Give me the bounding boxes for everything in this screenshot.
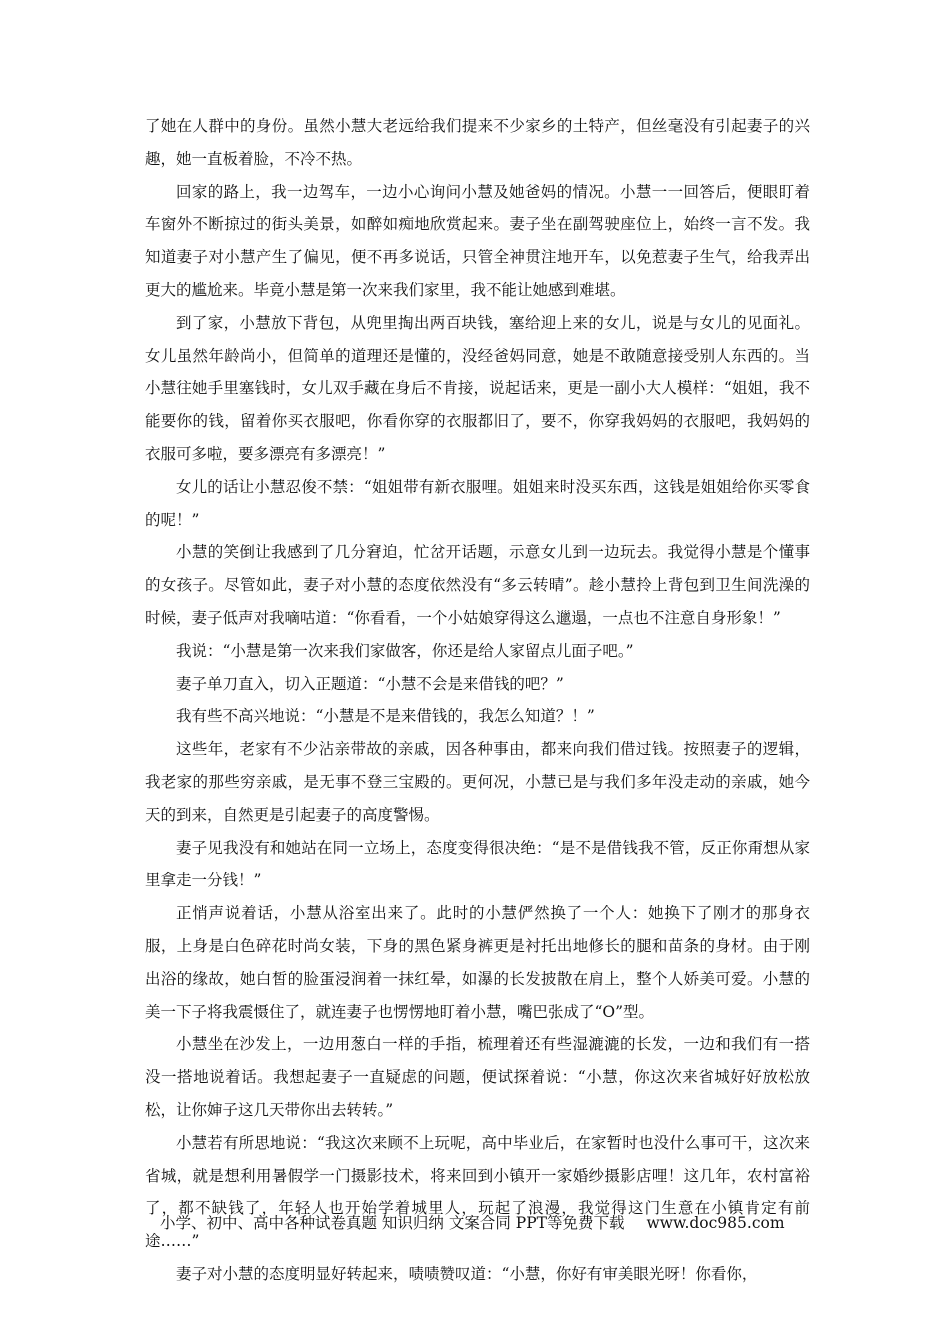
- paragraph: 了她在人群中的身份。虽然小慧大老远给我们提来不少家乡的土特产，但丝毫没有引起妻子的兴趣，她一直板着脸，不冷不热。: [145, 117, 810, 168]
- page-footer: [160, 1211, 820, 1235]
- paragraph: 正悄声说着话，小慧从浴室出来了。此时的小慧俨然换了一个人：她换下了刚才的那身衣服，上身是白色碎花时尚女装，下身的黑色紧身裤更是衬托出地修长的腿和苗条的身材。由于刚出浴的缘故，她白皙的脸蛋浸润着一抹红晕，如瀑的长发披散在肩上，整个人娇美可爱。小慧的美一下子将我震慑住了，就连妻子也愣愣地盯着小慧，嘴巴张成了“O”型。: [145, 904, 810, 1021]
- footer-text: 小学、初中、高中各种试卷真题 知识归纳 文案合同 PPT等免费下载: [160, 1214, 625, 1232]
- paragraph: 小慧的笑倒让我感到了几分窘迫，忙岔开话题，示意女儿到一边玩去。我觉得小慧是个懂事的女孩子。尽管如此，妻子对小慧的态度依然没有“多云转晴”。趁小慧拎上背包到卫生间洗澡的时候，妻子低声对我嘀咕道：“你看看，一个小姑娘穿得这么邋遢，一点也不注意自身形象！”: [145, 543, 810, 627]
- paragraph: 妻子单刀直入，切入正题道：“小慧不会是来借钱的吧？”: [176, 674, 564, 693]
- paragraph: 我说：“小慧是第一次来我们家做客，你还是给人家留点儿面子吧。”: [176, 641, 634, 660]
- paragraph: 小慧坐在沙发上，一边用葱白一样的手指，梳理着还有些湿漉漉的长发，一边和我们有一搭没一搭地说着话。我想起妻子一直疑虑的问题，便试探着说：“小慧，你这次来省城好好放松放松，让你婶子这几天带你出去转转。”: [145, 1035, 810, 1119]
- paragraph: 到了家，小慧放下背包，从兜里掏出两百块钱，塞给迎上来的女儿，说是与女儿的见面礼。女儿虽然年龄尚小，但简单的道理还是懂的，没经爸妈同意，她是不敢随意接受别人东西的。当小慧往她手里塞钱时，女儿双手藏在身后不肯接，说起话来，更是一副小大人模样：“姐姐，我不能要你的钱，留着你买衣服吧，你看你穿的衣服都旧了，要不，你穿我妈妈的衣服吧，我妈妈的衣服可多啦，要多漂亮有多漂亮！”: [145, 313, 810, 463]
- paragraph: 女儿的话让小慧忍俊不禁：“姐姐带有新衣服哩。姐姐来时没买东西，这钱是姐姐给你买零食的呢！”: [145, 477, 810, 529]
- paragraph: 我有些不高兴地说：“小慧是不是来借钱的，我怎么知道？！”: [176, 707, 595, 726]
- paragraph: 妻子对小慧的态度明显好转起来，啧啧赞叹道：“小慧，你好有审美眼光呀！你看你，: [176, 1264, 758, 1283]
- paragraph: 小慧若有所思地说：“我这次来顾不上玩呢，高中毕业后，在家暂时也没什么事可干，这次来省城，就是想利用暑假学一门摄影技术，将来回到小镇开一家婚纱摄影店哩！这几年，农村富裕了，都不缺钱了，年轻人也开始学着城里人，玩起了浪漫，我觉得这门生意在小镇肯定有前途……”: [145, 1133, 810, 1251]
- footer-url-link[interactable]: www.doc985.com: [646, 1214, 785, 1232]
- article-body: [145, 110, 810, 1291]
- paragraph: 妻子见我没有和她站在同一立场上，态度变得很决绝：“是不是借钱我不管，反正你甭想从家里拿走一分钱！”: [145, 838, 810, 890]
- paragraph: 回家的路上，我一边驾车，一边小心询问小慧及她爸妈的情况。小慧一一回答后，便眼盯着车窗外不断掠过的街头美景，如醉如痴地欣赏起来。妻子坐在副驾驶座位上，始终一言不发。我知道妻子对小慧产生了偏见，便不再多说话，只管全神贯注地开车，以免惹妻子生气，给我弄出更大的尴尬来。毕竟小慧是第一次来我们家里，我不能让她感到难堪。: [145, 182, 810, 299]
- paragraph: 这些年，老家有不少沾亲带故的亲戚，因各种事由，都来向我们借过钱。按照妻子的逻辑，我老家的那些穷亲戚，是无事不登三宝殿的。更何况，小慧已是与我们多年没走动的亲戚，她今天的到来，自然更是引起妻子的高度警惕。: [145, 740, 810, 824]
